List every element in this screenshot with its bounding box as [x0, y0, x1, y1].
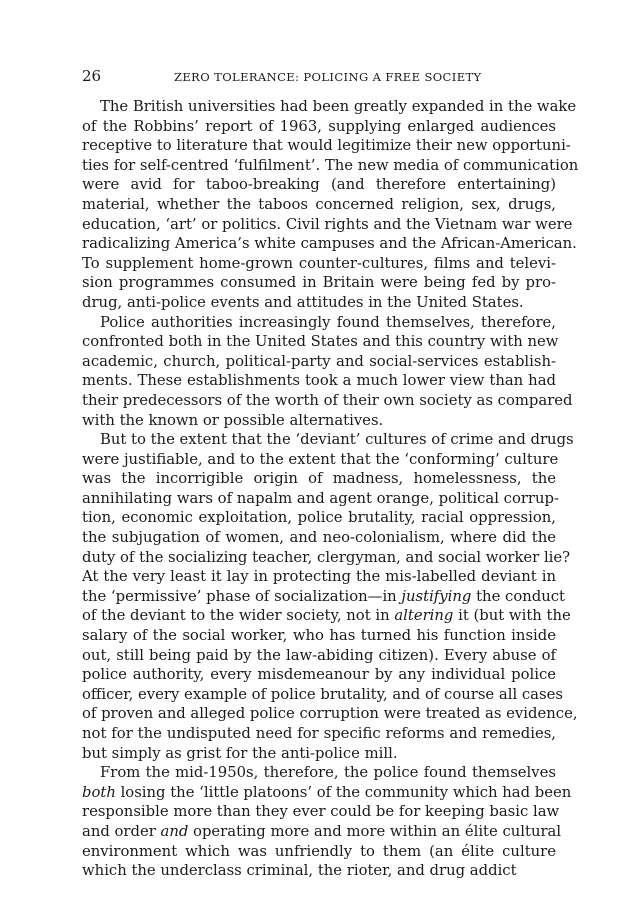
text-segment: tion, economic exploitation, police brutality, racial oppression,: [82, 509, 556, 527]
text-line: [82, 371, 556, 391]
text-segment: the conduct: [471, 587, 565, 605]
text-line: [82, 136, 571, 156]
text-line: [82, 802, 560, 822]
text-line: [82, 528, 556, 548]
text-line: [82, 469, 556, 489]
italic-text: both: [82, 783, 116, 801]
text-line: [82, 744, 556, 764]
text-line: [82, 195, 556, 215]
text-line: [82, 861, 556, 881]
text-segment: academic, church, political-party and social-services establish-: [82, 352, 556, 370]
text-line: [82, 117, 556, 137]
text-line: [82, 313, 556, 333]
italic-text: justifying: [401, 587, 472, 605]
text-segment: annihilating wars of napalm and agent orange, political corrup-: [82, 489, 560, 507]
text-segment: From the mid-1950s, therefore, the police found themselves: [100, 764, 556, 782]
text-line: [82, 175, 556, 195]
text-line: [82, 508, 556, 528]
text-segment: environment which was unfriendly to them (an élite culture: [82, 842, 556, 860]
text-segment: was the incorrigible origin of madness, homelessness, the: [82, 470, 556, 488]
text-segment: which the underclass criminal, the rioter, and drug addict: [82, 862, 517, 880]
text-line: [82, 606, 571, 626]
text-line: [82, 783, 572, 803]
text-segment: of proven and alleged police corruption were treated as evidence,: [82, 705, 578, 723]
text-line: [82, 763, 556, 783]
text-segment: of the Robbins’ report of 1963, supplying enlarged audiences: [82, 117, 556, 135]
text-segment: confronted both in the United States and this country with new: [82, 333, 559, 351]
text-segment: salary of the social worker, who has turned his function inside: [82, 627, 556, 645]
text-line: [82, 293, 556, 313]
text-segment: operating more and more within an élite cultural: [188, 822, 562, 840]
running-head: [82, 67, 556, 85]
text-segment: drug, anti-police events and attitudes in the United States.: [82, 293, 524, 311]
text-line: [82, 391, 573, 411]
text-segment: ties for self-centred ‘fulfilment’. The new media of communication: [82, 156, 579, 174]
text-line: [82, 842, 556, 862]
text-line: [82, 430, 574, 450]
text-line: [82, 587, 565, 607]
text-segment: material, whether the taboos concerned religion, sex, drugs,: [82, 195, 556, 213]
text-segment: were justifiable, and to the extent that the ‘conforming’ culture: [82, 450, 559, 468]
text-segment: and order: [82, 822, 161, 840]
text-line: [82, 234, 577, 254]
text-segment: education, ‘art’ or politics. Civil rights and the Vietnam war were: [82, 215, 573, 233]
italic-text: altering: [394, 607, 454, 625]
text-line: [82, 332, 559, 352]
text-line: [82, 411, 556, 431]
text-line: [82, 273, 556, 293]
text-segment: their predecessors of the worth of their own society as compared: [82, 391, 573, 409]
text-segment: But to the extent that the ‘deviant’ cultures of crime and drugs: [100, 431, 574, 449]
text-line: [82, 548, 571, 568]
text-segment: The British universities had been greatly expanded in the wake: [100, 98, 577, 115]
body-text: [82, 97, 579, 881]
text-segment: At the very least it lay in protecting the mis-labelled deviant in: [82, 568, 556, 586]
text-line: [82, 489, 560, 509]
text-segment: Police authorities increasingly found themselves, therefore,: [100, 313, 556, 331]
text-segment: with the known or possible alternatives.: [82, 411, 384, 429]
italic-text: and: [160, 822, 189, 840]
text-line: [82, 97, 577, 117]
text-line: [82, 156, 579, 176]
text-segment: To supplement home-grown counter-cultures, films and televi-: [82, 254, 556, 272]
text-line: [82, 704, 578, 724]
text-segment: were avid for taboo-breaking (and therefore entertaining): [82, 176, 556, 194]
text-line: [82, 567, 556, 587]
text-line: [82, 685, 563, 705]
text-line: [82, 724, 556, 744]
text-segment: of the deviant to the wider society, not in: [82, 607, 395, 625]
text-segment: the subjugation of women, and neo-colonialism, where did the: [82, 529, 556, 547]
text-segment: radicalizing America’s white campuses and the African-American.: [82, 235, 577, 253]
text-line: [82, 626, 556, 646]
text-line: [82, 646, 556, 666]
text-segment: out, still being paid by the law-abiding citizen). Every abuse of: [82, 646, 556, 664]
text-segment: receptive to literature that would legitimize their new opportuni-: [82, 137, 571, 155]
text-line: [82, 665, 556, 685]
text-line: [82, 450, 559, 470]
text-segment: responsible more than they ever could be for keeping basic law: [82, 803, 560, 821]
text-segment: losing the ‘little platoons’ of the community which had been: [115, 783, 572, 801]
text-segment: duty of the socializing teacher, clergyman, and social worker lie?: [82, 548, 571, 566]
text-segment: it (but with the: [453, 607, 571, 625]
text-segment: the ‘permissive’ phase of socialization—in: [82, 587, 402, 605]
page-number: 26: [82, 67, 102, 85]
text-line: [82, 215, 573, 235]
text-segment: not for the undisputed need for specific reforms and remedies,: [82, 725, 556, 742]
running-title: ZERO TOLERANCE: POLICING A FREE SOCIETY: [174, 70, 482, 84]
text-segment: ments. These establishments took a much lower view than had: [82, 372, 556, 390]
text-line: [82, 254, 556, 274]
text-segment: but simply as grist for the anti-police mill.: [82, 744, 398, 762]
text-segment: sion programmes consumed in Britain were being fed by pro-: [82, 274, 556, 292]
text-segment: police authority, every misdemeanour by any individual police: [82, 666, 556, 684]
text-line: [82, 352, 556, 372]
text-segment: officer, every example of police brutality, and of course all cases: [82, 685, 563, 703]
text-line: [82, 822, 562, 842]
